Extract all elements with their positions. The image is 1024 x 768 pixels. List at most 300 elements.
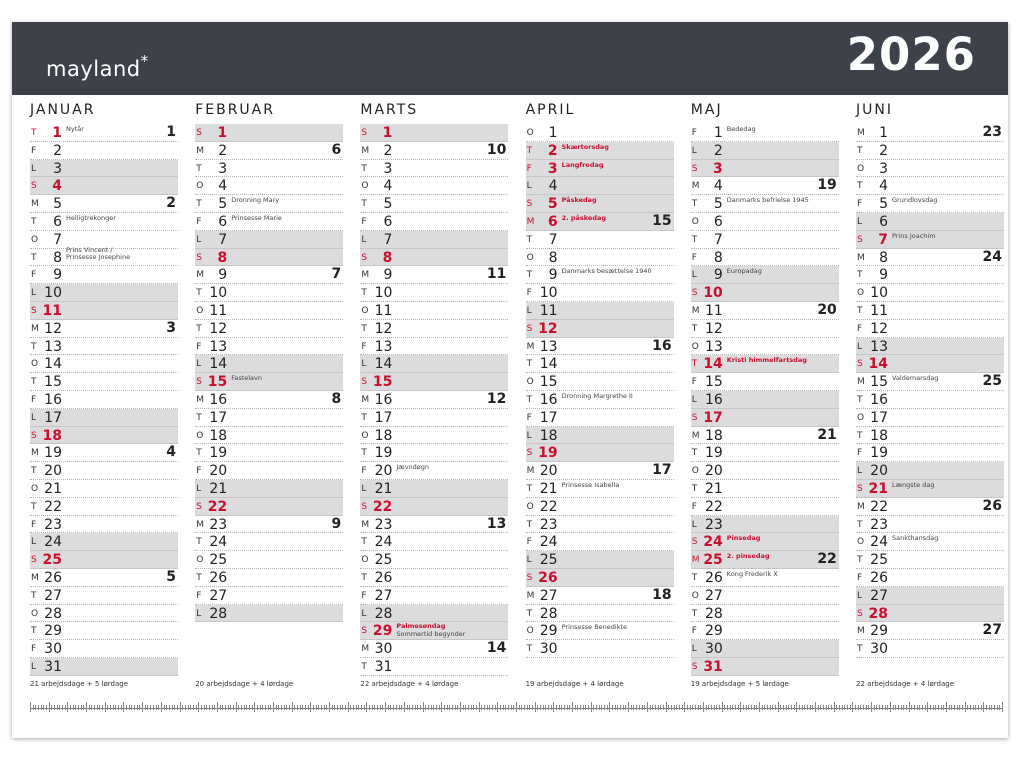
ruler-tick	[286, 705, 287, 710]
ruler-tick	[281, 705, 282, 710]
ruler-tick	[390, 705, 391, 710]
ruler-tick	[70, 705, 71, 710]
ruler-tick	[511, 705, 512, 710]
ruler-tick	[99, 705, 100, 710]
ruler-tick	[529, 705, 530, 710]
weekday-letter: S	[31, 306, 37, 316]
day-row	[856, 409, 1004, 427]
weekday-letter: M	[196, 145, 204, 156]
day-note-secondary: Sommertid begynder	[396, 630, 466, 639]
day-number: 7	[383, 231, 393, 248]
ruler-tick	[885, 705, 886, 710]
ruler-tick	[516, 702, 517, 712]
day-number: 14	[868, 356, 888, 373]
day-number: 20	[704, 463, 723, 480]
weekday-letter: L	[691, 145, 697, 156]
day-number: 18	[704, 427, 723, 444]
ruler-tick	[519, 705, 520, 710]
ruler-tick	[684, 702, 685, 712]
weekday-letter: T	[691, 199, 698, 210]
weekday-letter: S	[526, 573, 533, 583]
day-number: 17	[703, 409, 723, 426]
day-row	[856, 124, 1004, 142]
month-name: MARTS	[360, 102, 419, 118]
day-row	[526, 266, 674, 284]
weekday-letter: O	[196, 181, 204, 192]
day-row	[691, 373, 839, 391]
weekday-letter: L	[196, 359, 202, 370]
ruler-tick	[655, 705, 656, 710]
day-number: 19	[704, 445, 723, 462]
weekday-letter: M	[361, 270, 370, 281]
ruler-tick	[110, 705, 111, 710]
ruler-tick	[676, 705, 677, 710]
week-number: 17	[652, 462, 672, 479]
ruler-tick	[433, 705, 434, 710]
day-number: 11	[374, 303, 393, 319]
day-number: 15	[207, 374, 228, 391]
week-number: 4	[166, 444, 176, 461]
ruler-tick	[860, 705, 861, 710]
weekday-letter: T	[691, 484, 698, 494]
weekday-letter: F	[31, 395, 37, 405]
ruler-tick	[455, 705, 456, 710]
ruler-tick	[500, 705, 501, 710]
day-number: 4	[713, 178, 723, 195]
day-number: 3	[218, 160, 228, 177]
weekday-letter: T	[857, 306, 863, 316]
ruler-tick	[33, 705, 34, 710]
workdays-summary: 20 arbejdsdage + 4 lørdage	[195, 679, 294, 688]
day-row	[360, 355, 508, 373]
weekday-letter: O	[31, 484, 39, 494]
day-row	[30, 516, 178, 534]
day-row	[195, 516, 343, 534]
ruler-tick	[909, 702, 910, 712]
day-row	[691, 409, 839, 427]
day-note: Dronning Mary	[231, 196, 280, 205]
day-number: 24	[539, 534, 558, 551]
day-row	[526, 640, 674, 658]
ruler-tick	[265, 705, 266, 710]
day-row	[691, 231, 839, 249]
day-note: Prinsesse Isabella	[561, 481, 620, 489]
day-number: 23	[704, 516, 723, 533]
weekday-letter: T	[31, 626, 37, 637]
day-row	[360, 444, 508, 462]
day-row	[856, 320, 1004, 338]
weekday-letter: T	[857, 270, 863, 281]
ruler-tick	[164, 705, 165, 710]
weekday-letter: T	[691, 448, 698, 459]
ruler-tick	[991, 705, 992, 710]
ruler-tick	[919, 705, 920, 710]
week-number: 13	[486, 515, 507, 532]
day-row	[30, 569, 178, 587]
day-row	[195, 533, 343, 551]
day-number: 30	[539, 641, 558, 658]
day-number: 12	[870, 320, 888, 337]
workdays-summary: 19 arbejdsdage + 5 lørdage	[690, 679, 789, 688]
day-row	[691, 249, 839, 267]
ruler-tick	[551, 705, 552, 710]
ruler-tick	[933, 705, 934, 710]
ruler-tick	[257, 705, 258, 710]
weekday-letter: M	[857, 501, 865, 512]
day-row	[856, 622, 1004, 640]
day-row	[856, 213, 1004, 231]
weekday-letter: O	[196, 555, 204, 566]
ruler-tick	[521, 705, 522, 710]
weekday-letter: O	[691, 217, 699, 227]
weekday-letter: M	[526, 341, 535, 352]
day-number: 9	[218, 267, 228, 284]
day-row	[30, 302, 178, 320]
ruler-tick	[537, 705, 538, 710]
day-row	[195, 391, 343, 409]
ruler-tick	[308, 705, 309, 710]
day-number: 18	[870, 427, 888, 444]
weekday-letter: F	[691, 626, 697, 637]
day-number: 17	[870, 409, 888, 426]
ruler-tick	[54, 705, 55, 710]
ruler-tick	[505, 705, 506, 710]
ruler-tick	[615, 705, 616, 710]
ruler-tick	[978, 705, 979, 710]
day-note: Påskedag	[561, 196, 597, 205]
ruler-tick	[169, 705, 170, 710]
day-note: Fastelavn	[231, 374, 263, 383]
day-number: 11	[704, 303, 723, 319]
day-row	[195, 569, 343, 587]
day-row	[856, 498, 1004, 516]
ruler-tick	[914, 705, 915, 710]
ruler-tick	[284, 705, 285, 710]
weekday-letter: S	[196, 501, 202, 512]
ruler-tick	[412, 705, 413, 710]
day-row	[856, 302, 1004, 320]
ruler-tick	[83, 705, 84, 710]
weekday-letter: O	[526, 128, 534, 138]
ruler-tick	[962, 705, 963, 710]
ruler-tick	[473, 705, 474, 710]
ruler-tick	[137, 705, 138, 710]
day-number: 17	[209, 409, 228, 426]
weekday-letter: F	[691, 128, 697, 138]
day-row	[856, 533, 1004, 551]
day-row	[856, 373, 1004, 391]
week-number: 23	[982, 124, 1002, 140]
day-number: 11	[870, 303, 888, 319]
ruler-tick	[113, 705, 114, 710]
ruler-tick	[708, 705, 709, 710]
weekday-letter: M	[31, 323, 39, 334]
week-number: 2	[166, 195, 176, 212]
weekday-letter: S	[857, 608, 863, 619]
ruler-tick	[938, 705, 939, 710]
weekday-letter: M	[857, 252, 865, 263]
day-row	[30, 640, 178, 658]
day-row	[691, 622, 839, 640]
weekday-letter: M	[857, 377, 865, 388]
ruler-tick	[911, 705, 912, 710]
day-number: 23	[870, 516, 888, 533]
weekday-letter: S	[691, 288, 698, 299]
day-row	[360, 622, 508, 640]
ruler-tick	[788, 705, 789, 710]
weekday-letter: L	[361, 608, 367, 619]
ruler-tick	[820, 705, 821, 710]
day-row	[195, 373, 343, 391]
day-number: 31	[374, 659, 393, 675]
ruler-tick	[57, 705, 58, 710]
ruler-tick	[324, 705, 325, 710]
ruler-tick	[882, 705, 883, 710]
ruler-tick	[866, 705, 867, 710]
weekday-letter: S	[857, 484, 863, 494]
week-number: 12	[486, 391, 507, 407]
day-number: 8	[53, 249, 62, 266]
day-row	[856, 462, 1004, 480]
day-row	[691, 195, 839, 213]
ruler-tick	[732, 705, 733, 710]
day-number: 15	[704, 374, 723, 391]
day-row	[856, 266, 1004, 284]
day-number: 9	[53, 267, 62, 284]
ruler-tick	[762, 705, 763, 710]
weekday-letter: F	[857, 323, 863, 334]
weekday-letter: T	[196, 288, 202, 299]
ruler-tick	[714, 705, 715, 710]
ruler-tick	[126, 705, 127, 710]
ruler-tick	[711, 705, 712, 710]
day-row	[526, 355, 674, 373]
day-row	[691, 462, 839, 480]
weekday-letter: M	[691, 306, 700, 316]
ruler-tick	[142, 702, 143, 712]
ruler-tick	[906, 705, 907, 710]
day-row	[30, 373, 178, 391]
weekday-letter: L	[31, 288, 37, 299]
ruler-tick	[91, 705, 92, 710]
day-row	[360, 373, 508, 391]
ruler-tick	[609, 702, 610, 712]
weekday-letter: F	[526, 537, 532, 548]
weekday-letter: O	[31, 359, 39, 370]
ruler-tick	[981, 705, 982, 710]
ruler-tick	[305, 705, 306, 710]
day-row	[526, 391, 674, 409]
day-number: 8	[382, 249, 393, 266]
day-row	[856, 249, 1004, 267]
weekday-letter: L	[526, 181, 532, 192]
ruler-tick	[174, 705, 175, 710]
weekday-letter: O	[857, 288, 865, 299]
ruler-tick	[115, 705, 116, 710]
ruler-tick	[930, 705, 931, 710]
ruler-tick	[233, 705, 234, 710]
ruler-tick	[767, 705, 768, 710]
ruler-tick	[652, 705, 653, 710]
weekday-letter: T	[857, 145, 863, 156]
ruler-tick	[105, 702, 106, 712]
day-row	[360, 427, 508, 445]
day-row	[30, 124, 178, 142]
day-note: Prinsesse Benedikte	[561, 623, 628, 632]
ruler-tick	[759, 702, 760, 712]
day-row	[360, 462, 508, 480]
weekday-letter: M	[361, 145, 370, 156]
day-number: 10	[374, 285, 393, 302]
day-number: 22	[44, 498, 62, 515]
ruler-tick	[893, 705, 894, 710]
ruler-tick	[887, 705, 888, 710]
weekday-letter: S	[857, 234, 863, 245]
weekday-letter: F	[196, 466, 202, 477]
ruler-tick	[946, 702, 947, 712]
ruler-tick	[444, 705, 445, 710]
ruler-tick	[460, 702, 461, 712]
ruler-tick	[561, 705, 562, 710]
weekday-letter: T	[526, 608, 533, 619]
day-number: 25	[209, 552, 228, 569]
ruler-tick	[382, 705, 383, 710]
weekday-letter: S	[361, 501, 368, 512]
weekday-letter: O	[361, 306, 369, 316]
ruler-tick	[342, 705, 343, 710]
week-number: 21	[817, 426, 837, 443]
ruler-tick	[858, 705, 859, 710]
weekday-letter: T	[691, 359, 698, 370]
weekday-letter: L	[31, 662, 37, 672]
day-number: 25	[870, 552, 888, 569]
ruler-tick	[994, 705, 995, 710]
ruler-tick	[698, 705, 699, 710]
ruler-tick	[463, 705, 464, 710]
ruler-tick	[890, 702, 891, 712]
weekday-letter: L	[196, 608, 202, 619]
weekday-letter: F	[857, 199, 863, 210]
day-row	[856, 355, 1004, 373]
day-number: 18	[374, 427, 393, 444]
day-row	[360, 338, 508, 356]
ruler-tick	[97, 705, 98, 710]
day-number: 16	[209, 392, 228, 408]
weekday-letter: S	[31, 555, 37, 566]
ruler-tick	[78, 705, 79, 710]
ruler-tick	[687, 705, 688, 710]
ruler-tick	[818, 705, 819, 710]
day-number: 12	[704, 320, 723, 337]
day-row	[856, 142, 1004, 160]
ruler-tick	[30, 702, 31, 712]
day-number: 17	[374, 409, 393, 426]
ruler-tick	[591, 702, 592, 712]
ruler-tick	[49, 702, 50, 712]
ruler-tick	[804, 705, 805, 710]
day-row	[195, 498, 343, 516]
day-number: 28	[44, 605, 62, 622]
ruler-tick	[682, 705, 683, 710]
day-row	[30, 622, 178, 640]
day-note: Europadag	[726, 267, 762, 276]
ruler-tick	[334, 705, 335, 710]
day-number: 2	[547, 142, 558, 159]
ruler-tick	[166, 705, 167, 710]
weekday-letter: S	[31, 430, 37, 441]
day-row	[856, 480, 1004, 498]
day-number: 15	[539, 374, 558, 391]
day-number: 23	[44, 516, 62, 533]
day-row	[856, 284, 1004, 302]
day-number: 20	[374, 463, 393, 480]
day-number: 4	[548, 178, 558, 195]
ruler-tick	[719, 705, 720, 710]
ruler-tick	[177, 705, 178, 710]
day-row	[691, 177, 839, 195]
ruler-tick	[471, 705, 472, 710]
ruler-tick	[585, 705, 586, 710]
ruler-tick	[671, 705, 672, 710]
day-number: 3	[53, 160, 62, 177]
week-number: 15	[652, 213, 672, 229]
ruler-tick	[612, 705, 613, 710]
day-row	[195, 320, 343, 338]
day-row	[30, 587, 178, 605]
ruler-tick	[196, 705, 197, 710]
weekday-letter: M	[361, 395, 370, 405]
ruler-tick	[740, 702, 741, 712]
day-row	[360, 231, 508, 249]
ruler-tick	[559, 705, 560, 710]
ruler-tick	[935, 705, 936, 710]
day-row	[360, 480, 508, 498]
day-row	[691, 498, 839, 516]
day-row	[691, 640, 839, 658]
week-number: 27	[982, 622, 1002, 639]
ruler-tick	[46, 705, 47, 710]
ruler-tick	[569, 705, 570, 710]
day-row	[360, 195, 508, 213]
day-number: 2	[383, 142, 393, 159]
weekday-letter: O	[691, 590, 699, 601]
ruler-tick	[922, 705, 923, 710]
day-number: 27	[209, 587, 228, 604]
ruler-tick	[447, 705, 448, 710]
day-number: 13	[704, 338, 723, 355]
ruler-tick	[59, 705, 60, 710]
ruler-tick	[826, 705, 827, 710]
day-row	[856, 569, 1004, 587]
ruler-tick	[316, 705, 317, 710]
weekday-letter: L	[691, 270, 697, 281]
day-row	[691, 284, 839, 302]
weekday-letter: S	[526, 448, 533, 459]
ruler-tick	[62, 705, 63, 710]
day-row	[691, 551, 839, 569]
ruler-tick	[868, 705, 869, 710]
day-row	[30, 391, 178, 409]
day-note: Sankthansdag	[892, 534, 939, 543]
ruler-tick	[65, 705, 66, 710]
ruler-tick	[941, 705, 942, 710]
weekday-letter: S	[361, 252, 368, 263]
weekday-letter: S	[857, 359, 863, 370]
weekday-letter: F	[31, 270, 37, 281]
ruler-tick	[38, 705, 39, 710]
weekday-letter: S	[526, 323, 533, 334]
ruler-tick	[198, 702, 199, 712]
